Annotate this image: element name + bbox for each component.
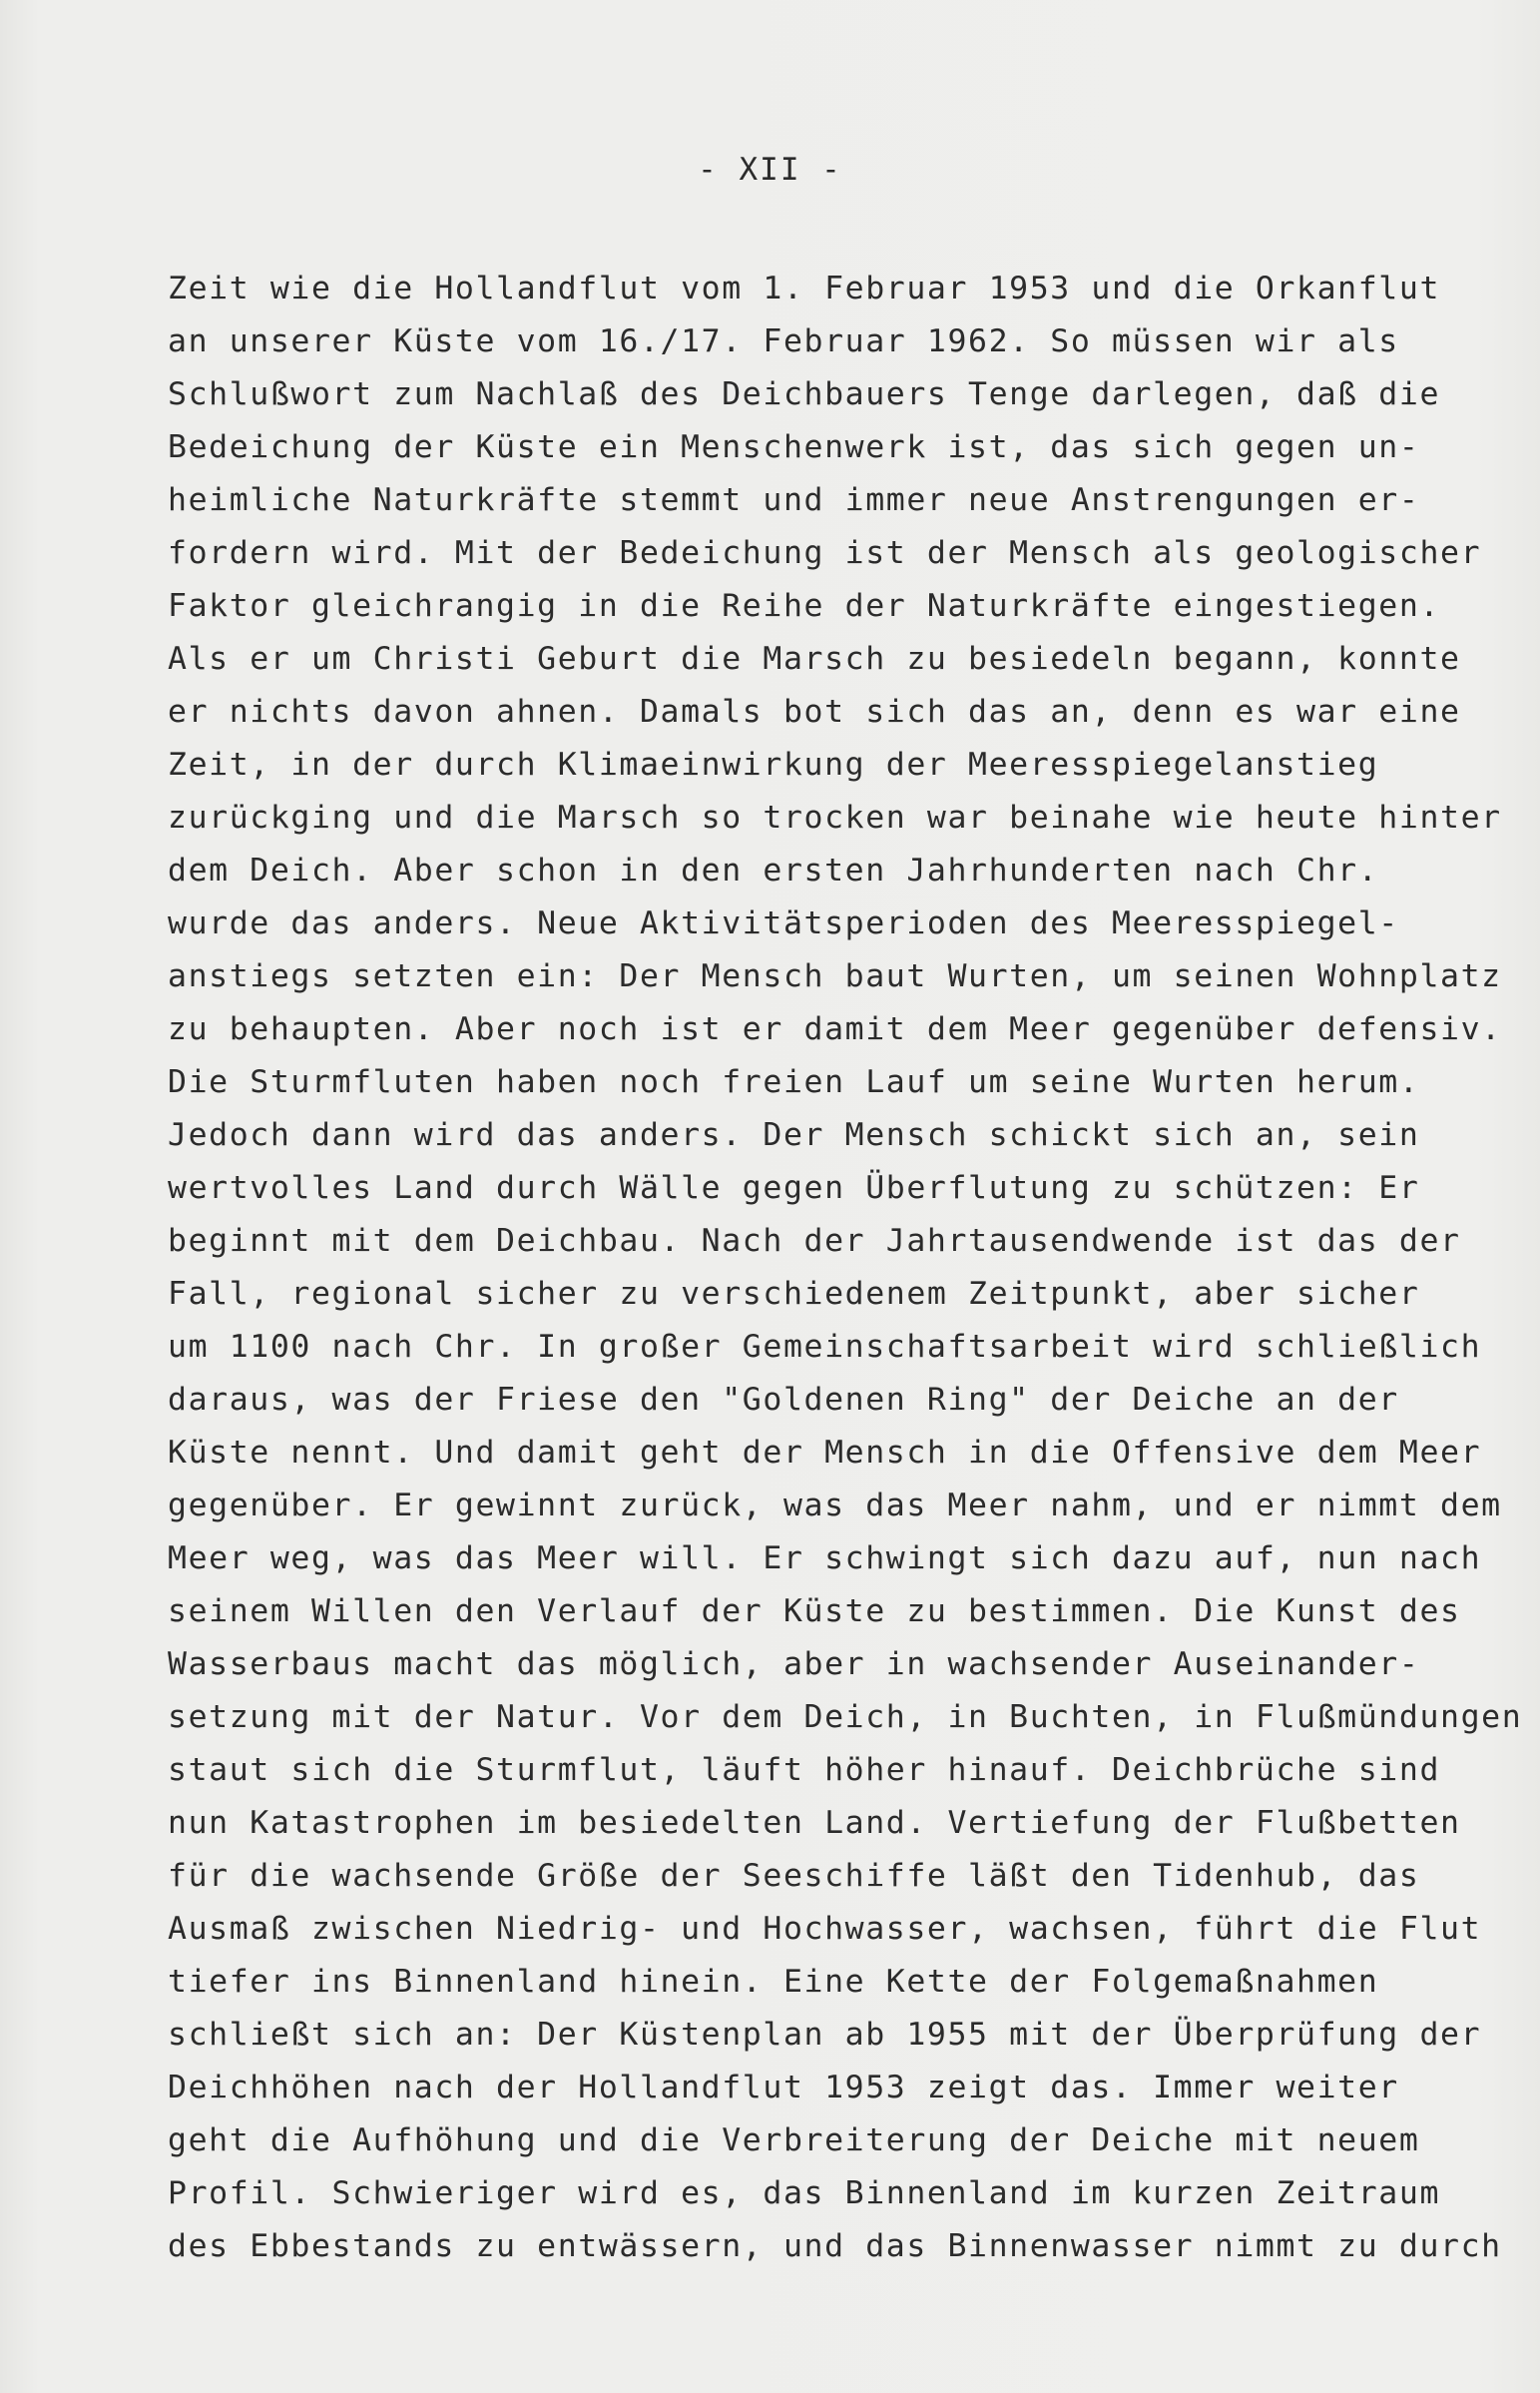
text-line: um 1100 nach Chr. In großer Gemeinschaftsarbeit wird schließlich <box>168 1329 1482 1365</box>
text-line: geht die Aufhöhung und die Verbreiterung der Deiche mit neuem <box>168 2122 1420 2158</box>
text-line: Als er um Christi Geburt die Marsch zu besiedeln begann, konnte <box>168 641 1461 677</box>
page-number: - XII - <box>698 152 842 188</box>
text-line: Faktor gleichrangig in die Reihe der Naturkräfte eingestiegen. <box>168 588 1441 624</box>
text-line: Meer weg, was das Meer will. Er schwingt sich dazu auf, nun nach <box>168 1540 1482 1576</box>
text-line: gegenüber. Er gewinnt zurück, was das Meer nahm, und er nimmt dem <box>168 1488 1502 1523</box>
text-line: seinem Willen den Verlauf der Küste zu bestimmen. Die Kunst des <box>168 1593 1461 1629</box>
text-line: an unserer Küste vom 16./17. Februar 1962. So müssen wir als <box>168 323 1399 359</box>
text-line: beginnt mit dem Deichbau. Nach der Jahrtausendwende ist das der <box>168 1223 1461 1259</box>
text-line: heimliche Naturkräfte stemmt und immer neue Anstrengungen er- <box>168 482 1420 518</box>
text-line: Zeit, in der durch Klimaeinwirkung der Meeresspiegelanstieg <box>168 747 1379 783</box>
text-line: wurde das anders. Neue Aktivitätsperioden des Meeresspiegel- <box>168 905 1399 941</box>
text-line: anstiegs setzten ein: Der Mensch baut Wurten, um seinen Wohnplatz <box>168 958 1502 994</box>
text-line: Profil. Schwieriger wird es, das Binnenland im kurzen Zeitraum <box>168 2175 1441 2211</box>
text-line: er nichts davon ahnen. Damals bot sich das an, denn es war eine <box>168 694 1461 730</box>
text-line: fordern wird. Mit der Bedeichung ist der Mensch als geologischer <box>168 535 1482 571</box>
text-line: wertvolles Land durch Wälle gegen Überflutung zu schützen: Er <box>168 1170 1420 1206</box>
text-line: für die wachsende Größe der Seeschiffe läßt den Tidenhub, das <box>168 1858 1420 1894</box>
text-line: Fall, regional sicher zu verschiedenem Zeitpunkt, aber sicher <box>168 1276 1420 1312</box>
text-line: dem Deich. Aber schon in den ersten Jahrhunderten nach Chr. <box>168 853 1379 889</box>
text-line: Zeit wie die Hollandflut vom 1. Februar 1953 und die Orkanflut <box>168 271 1441 306</box>
text-line: Wasserbaus macht das möglich, aber in wachsender Auseinander- <box>168 1646 1420 1682</box>
text-line: schließt sich an: Der Küstenplan ab 1955 mit der Überprüfung der <box>168 2017 1482 2053</box>
text-line: Bedeichung der Küste ein Menschenwerk ist, das sich gegen un- <box>168 429 1420 465</box>
text-line: setzung mit der Natur. Vor dem Deich, in Buchten, in Flußmündungen <box>168 1699 1523 1735</box>
text-line: Küste nennt. Und damit geht der Mensch in die Offensive dem Meer <box>168 1435 1482 1471</box>
text-line: daraus, was der Friese den "Goldenen Ring" der Deiche an der <box>168 1382 1399 1418</box>
text-line: Schlußwort zum Nachlaß des Deichbauers Tenge darlegen, daß die <box>168 376 1441 412</box>
text-line: Jedoch dann wird das anders. Der Mensch schickt sich an, sein <box>168 1117 1420 1153</box>
text-line: zurückging und die Marsch so trocken war beinahe wie heute hinter <box>168 800 1502 836</box>
text-line: Deichhöhen nach der Hollandflut 1953 zeigt das. Immer weiter <box>168 2070 1399 2105</box>
text-line: Ausmaß zwischen Niedrig- und Hochwasser, wachsen, führt die Flut <box>168 1911 1482 1947</box>
text-line: zu behaupten. Aber noch ist er damit dem Meer gegenüber defensiv. <box>168 1011 1502 1047</box>
body-text <box>168 263 1535 2273</box>
text-line: Die Sturmfluten haben noch freien Lauf um seine Wurten herum. <box>168 1064 1420 1100</box>
text-line: tiefer ins Binnenland hinein. Eine Kette der Folgemaßnahmen <box>168 1964 1379 2000</box>
text-line: des Ebbestands zu entwässern, und das Binnenwasser nimmt zu durch <box>168 2228 1502 2264</box>
text-line: nun Katastrophen im besiedelten Land. Vertiefung der Flußbetten <box>168 1805 1461 1841</box>
text-line: staut sich die Sturmflut, läuft höher hinauf. Deichbrüche sind <box>168 1752 1441 1788</box>
